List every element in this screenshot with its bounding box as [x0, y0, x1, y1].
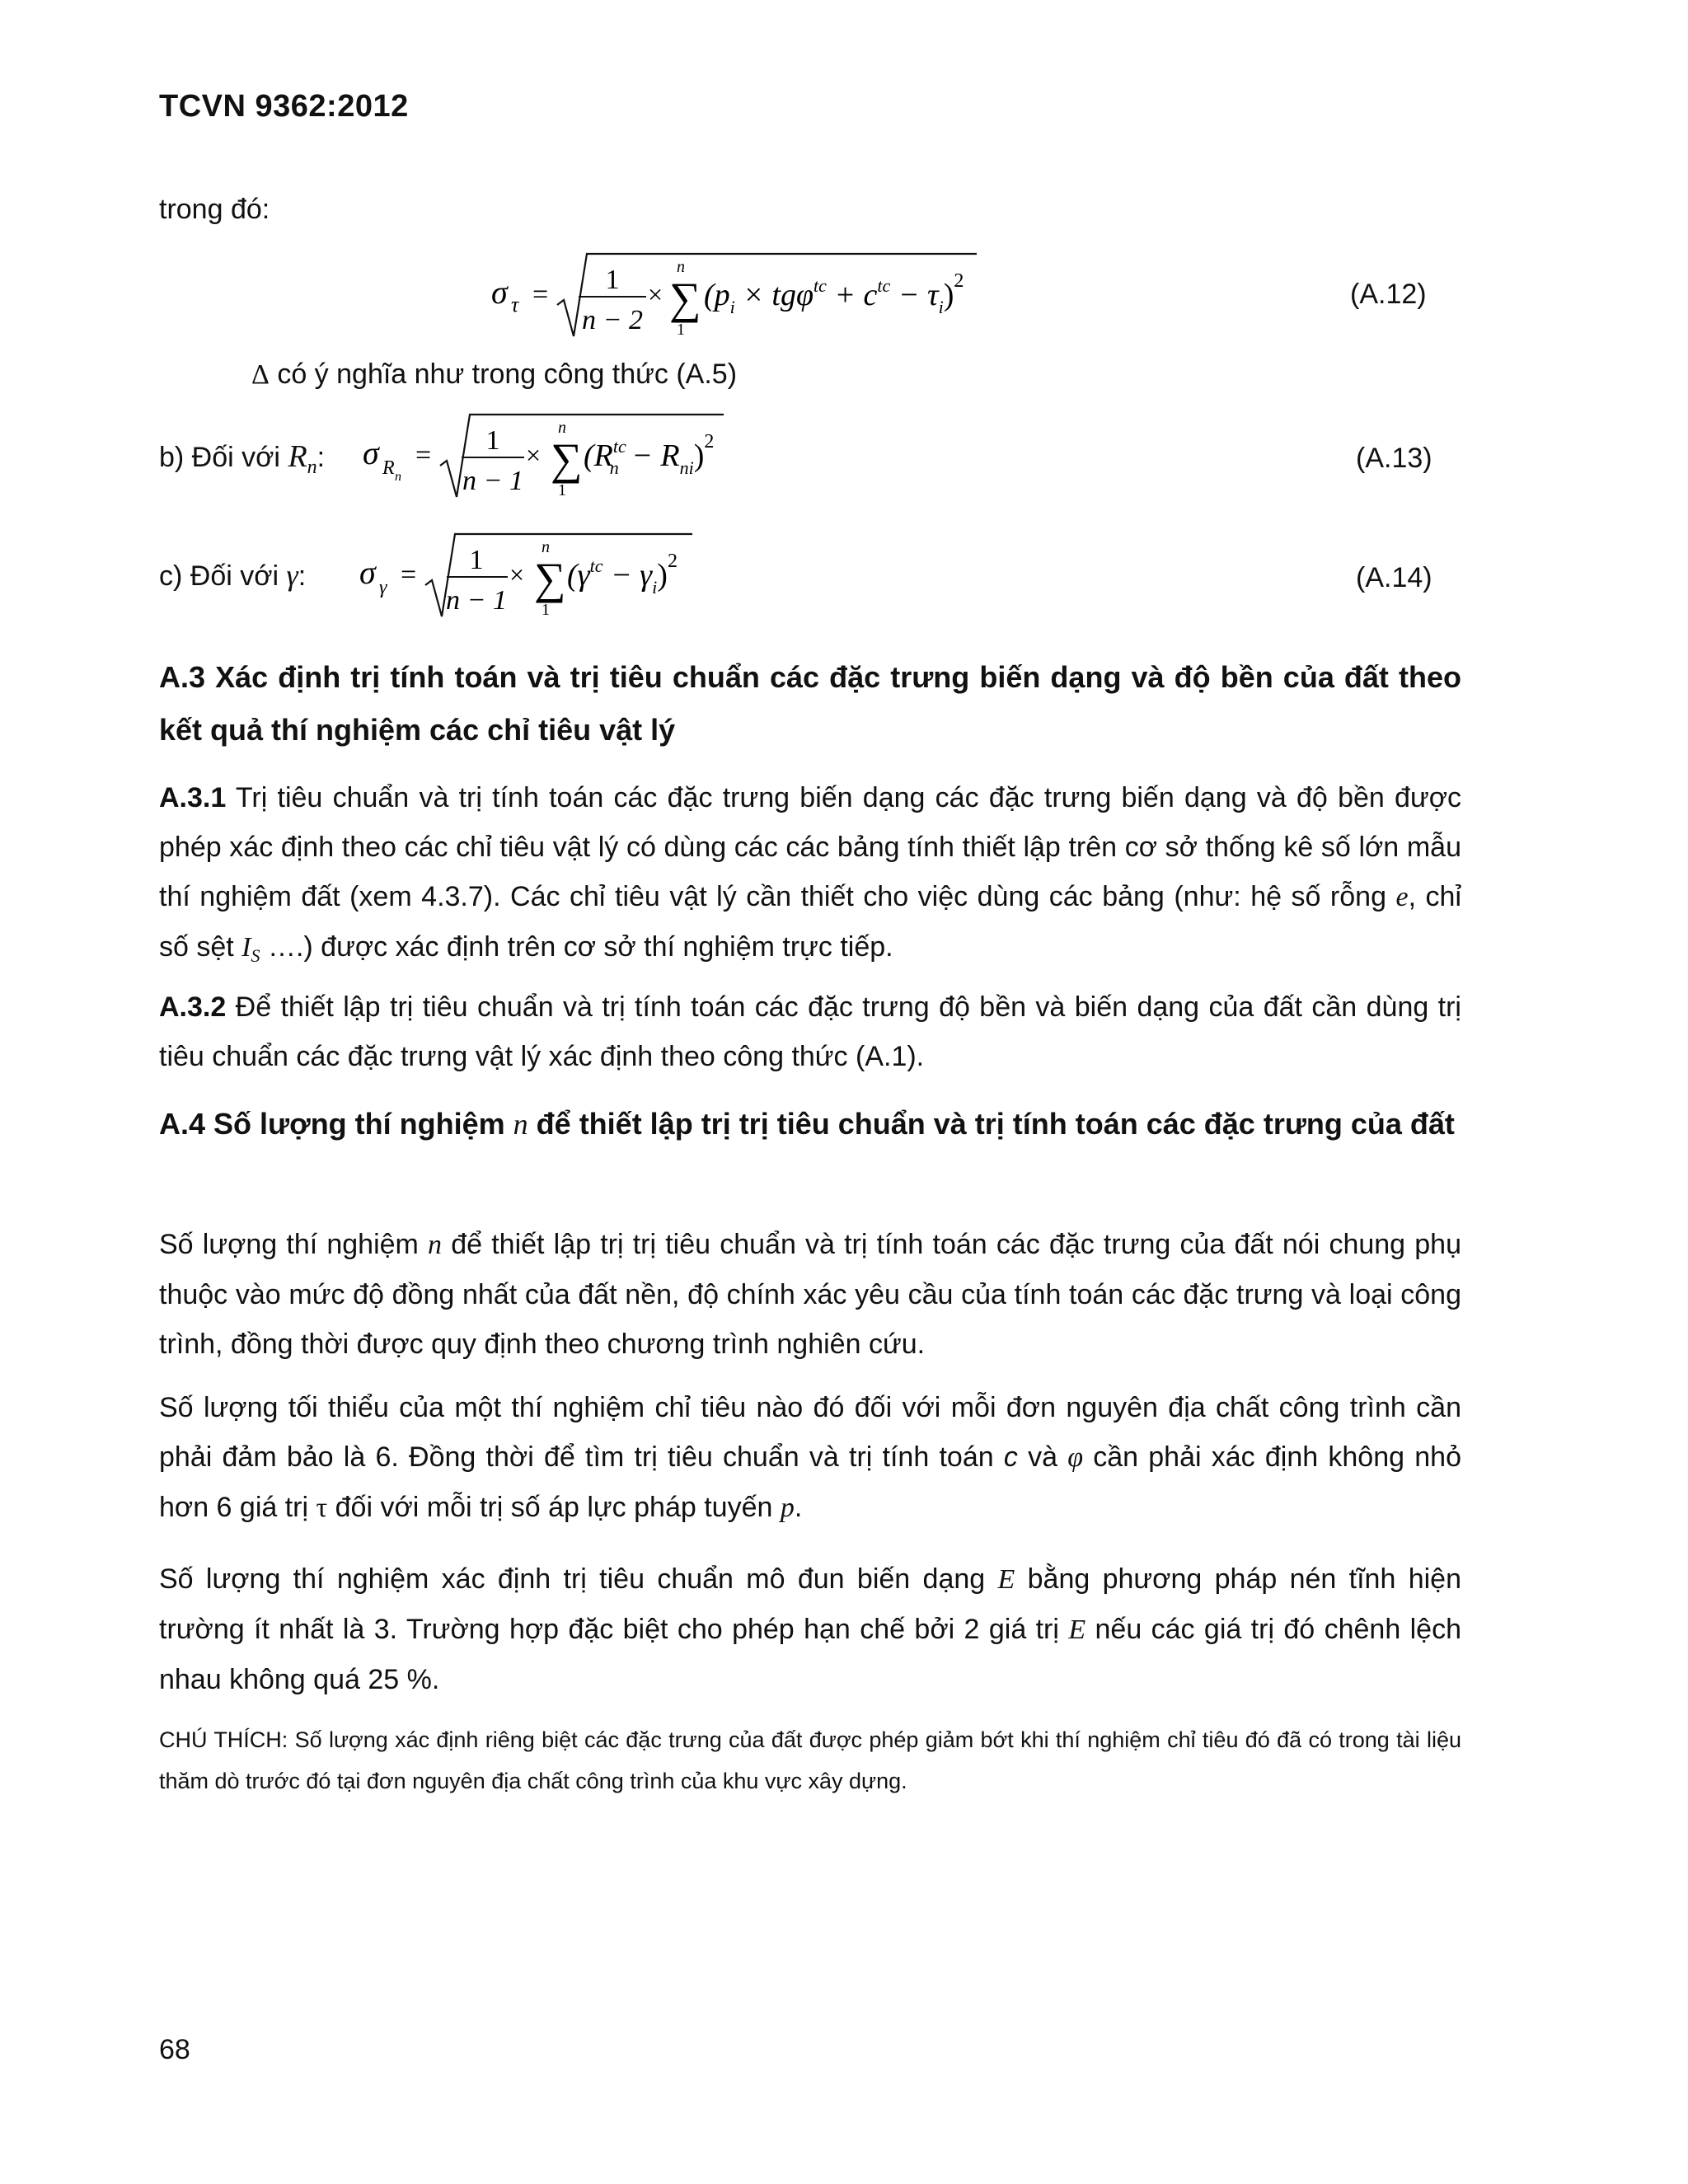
eq-a12-tc2: tc [877, 275, 891, 296]
eq-a13-numerator: 1 [485, 425, 500, 456]
section-a3-heading: A.3 Xác định trị tính toán và trị tiêu chuẩn các đặc trưng biến dạng và độ bền của đất theo kết quả thí nghiệm các chỉ tiêu vật lý [159, 660, 1461, 747]
eq-a13-r-sup: tc [612, 436, 626, 457]
standard-code-header: TCVN 9362:2012 [159, 89, 409, 124]
a4-2-text3: cần phải xác định không nhỏ hơn 6 giá trị [159, 1441, 1461, 1523]
intro-text: trong đó: [159, 194, 270, 225]
eq-a14-var: γ [286, 559, 298, 592]
eq-a14-g-sub: i [652, 577, 658, 598]
eq-a14-open: (γ [567, 558, 590, 593]
eq-a13-open: (R [584, 438, 613, 473]
eq-a13-times: × [526, 440, 542, 470]
eq-a13-r-sub: n [609, 457, 619, 478]
a4-heading-var-n: n [513, 1108, 528, 1141]
a4-1-text1: Số lượng thí nghiệm [159, 1229, 429, 1260]
eq-a13-var-sub: n [307, 457, 317, 478]
section-a4-heading [159, 1098, 1461, 1151]
a31-text3: ….) được xác định trên cơ sở thí nghiệm trực tiếp. [260, 931, 893, 963]
a4-2-var-tau: τ [316, 1493, 328, 1523]
eq-a13-lhs: σ [363, 434, 379, 471]
eq-a13-var: R [288, 439, 307, 474]
eq-a13-lhs-subsub: n [395, 470, 401, 484]
a4-2-text2: và [1017, 1441, 1068, 1473]
a4-2-var-c: c [1003, 1441, 1018, 1473]
a4-2-var-p: p [780, 1493, 795, 1523]
eq-a12-lhs: σ [491, 274, 508, 311]
equation-a14 [354, 527, 717, 626]
eq-a13-power: 2 [704, 431, 715, 452]
eq-a12-close: ) [943, 278, 954, 312]
eq-a14-power: 2 [667, 551, 678, 572]
eq-a14-lhs: σ [359, 554, 376, 591]
eq-a14-label [159, 551, 306, 601]
page-number: 68 [159, 2034, 190, 2065]
eq-a13-denominator: n − 1 [462, 466, 523, 496]
a32-label: A.3.2 [159, 991, 227, 1023]
equation-a13 [361, 408, 757, 507]
eq-a12-power: 2 [954, 270, 964, 292]
eq-a12-lhs-sub: τ [511, 293, 519, 316]
eq-a12-sum-top: n [677, 258, 685, 276]
eq-a14-minus: − γ [603, 558, 653, 593]
svg-text:(γtc − γi)2 [567, 551, 678, 598]
eq-a12-body: (p [704, 278, 730, 312]
equation-a12 [486, 247, 1014, 346]
eq-a14-numerator: 1 [469, 545, 484, 575]
a31-var-e: e [1395, 882, 1409, 912]
a32-text: Để thiết lập trị tiêu chuẩn và trị tính toán các đặc trưng độ bền và biến dạng của đất cần dùng trị tiêu chuẩn các đặc trưng vật lý xác định theo công thức (A.1). [159, 991, 1461, 1072]
eq-a13-sigma-sum: ∑ [551, 434, 583, 484]
a4-2-text1: Số lượng tối thiểu của một thí nghiệm chỉ tiêu nào đó đối với mỗi đơn nguyên địa chất công trình cần phải đảm bảo là 6. Đồng thời để tìm trị tiêu chuẩn và trị tính toán [159, 1392, 1461, 1473]
eq-a12-number: (A.12) [1350, 279, 1427, 310]
a4-2-text5: . [794, 1492, 803, 1523]
eq-a14-close: ) [657, 558, 668, 593]
delta-note [251, 349, 737, 400]
eq-a12-plus-c: + c [826, 278, 878, 312]
a4-heading-pre: A.4 Số lượng thí nghiệm [159, 1107, 513, 1141]
a31-var-is-sub: S [251, 945, 260, 966]
delta-symbol: Δ [251, 359, 270, 390]
eq-a13-colon: : [316, 442, 326, 473]
a4-1-text2: để thiết lập trị trị tiêu chuẩn và trị tính toán các đặc trưng của đất nói chung phụ thuộc vào mức độ đồng nhất của đất nền, độ chính xác yêu cầu của tính toán các đặc trưng và loại công trình, đồng thời được quy định theo chương trình nghiên cứu. [159, 1229, 1461, 1360]
a31-var-is: I [241, 932, 251, 963]
a4-1-var-n: n [428, 1230, 443, 1260]
eq-a14-times: × [509, 560, 525, 589]
eq-a13-minus: − R [623, 438, 680, 473]
paragraph-a31 [159, 773, 1461, 975]
eq-a14-colon: : [298, 560, 307, 592]
eq-a12-body-i: i [729, 297, 735, 317]
paragraph-a4-1 [159, 1220, 1461, 1369]
a4-3-text1: Số lượng thí nghiệm xác định trị tiêu chuẩn mô đun biến dạng [159, 1563, 998, 1595]
a4-3-var-e2: E [1068, 1615, 1086, 1645]
eq-a12-equals: = [532, 279, 549, 310]
eq-a12-times: × [648, 279, 663, 309]
paragraph-a32 [159, 982, 1461, 1081]
a4-2-var-phi: φ [1067, 1442, 1084, 1473]
eq-a14-equals: = [401, 560, 417, 590]
eq-a13-label [159, 432, 325, 485]
eq-a14-lhs-sub: γ [379, 577, 387, 598]
paragraph-a4-3 [159, 1554, 1461, 1704]
eq-a13-equals: = [415, 440, 432, 471]
eq-a13-sum-top: n [558, 419, 566, 437]
eq-a12-numerator: 1 [605, 265, 620, 295]
eq-a12-denominator: n − 2 [582, 305, 643, 335]
delta-note-text: có ý nghĩa như trong công thức (A.5) [269, 359, 738, 390]
eq-a14-denominator: n − 1 [446, 585, 507, 616]
svg-text:(pi × tgφtc + ctc − τi)2 [704, 270, 964, 317]
eq-a14-sigma-sum: ∑ [534, 554, 566, 603]
a4-2-text4: đối với mỗi trị số áp lực pháp tuyến [327, 1492, 781, 1523]
a4-3-text2: bằng phương pháp nén tĩnh hiện trường ít nhất là 3. Trường hợp đặc biệt cho phép hạn chế bởi 2 giá trị [159, 1563, 1461, 1645]
a4-3-var-e1: E [997, 1564, 1015, 1595]
a31-text2: , chỉ số sệt [159, 881, 1462, 963]
a4-heading-post: để thiết lập trị trị tiêu chuẩn và trị tính toán các đặc trưng của đất [528, 1107, 1455, 1141]
eq-a14-g-sup: tc [589, 555, 603, 576]
paragraph-a4-2 [159, 1383, 1461, 1533]
svg-text:(Rtcn − Rni)2 [584, 431, 714, 478]
eq-a14-sum-top: n [542, 538, 550, 556]
eq-a13-lhs-sub: R [382, 457, 395, 479]
eq-a13-close: ) [693, 438, 705, 473]
eq-a13-sum-bottom: 1 [558, 481, 566, 499]
eq-a13-label-text: b) Đối với [159, 442, 288, 473]
eq-a13-number: (A.13) [1356, 443, 1432, 474]
a31-text1: Trị tiêu chuẩn và trị tính toán các đặc trưng biến dạng các đặc trưng biến dạng và độ bền được phép xác định theo các chỉ tiêu vật lý có dùng các các bảng tính thiết lập trên cơ sở thống kê số lớn mẫu thí nghiệm đất (xem 4.3.7). Các chỉ tiêu vật lý cần thiết cho việc dùng các bảng (như: hệ số rỗng [159, 782, 1461, 912]
eq-a12-minus-tau: − τ [890, 278, 939, 312]
eq-a14-label-text: c) Đối với [159, 560, 287, 592]
a31-label: A.3.1 [159, 782, 227, 813]
eq-a12-sigma-sum: ∑ [669, 274, 701, 323]
eq-a13-r2-sub: ni [679, 457, 694, 478]
eq-a12-tau-i: i [938, 297, 944, 317]
eq-a12-sum-bottom: 1 [677, 321, 685, 339]
note-chu-thich: CHÚ THÍCH: Số lượng xác định riêng biệt các đặc trưng của đất được phép giảm bớt khi thí nghiệm chỉ tiêu đó đã có trong tài liệu thăm dò trước đó tại đơn nguyên địa chất công trình của khu vực xây dựng. [159, 1727, 1461, 1793]
a4-3-text3: nếu các giá trị đó chênh lệch nhau không quá 25 %. [159, 1614, 1461, 1695]
eq-a14-sum-bottom: 1 [542, 601, 550, 619]
eq-a14-number: (A.14) [1356, 562, 1432, 593]
eq-a12-tc1: tc [814, 275, 827, 296]
eq-a12-body-mid: × tgφ [734, 278, 814, 312]
